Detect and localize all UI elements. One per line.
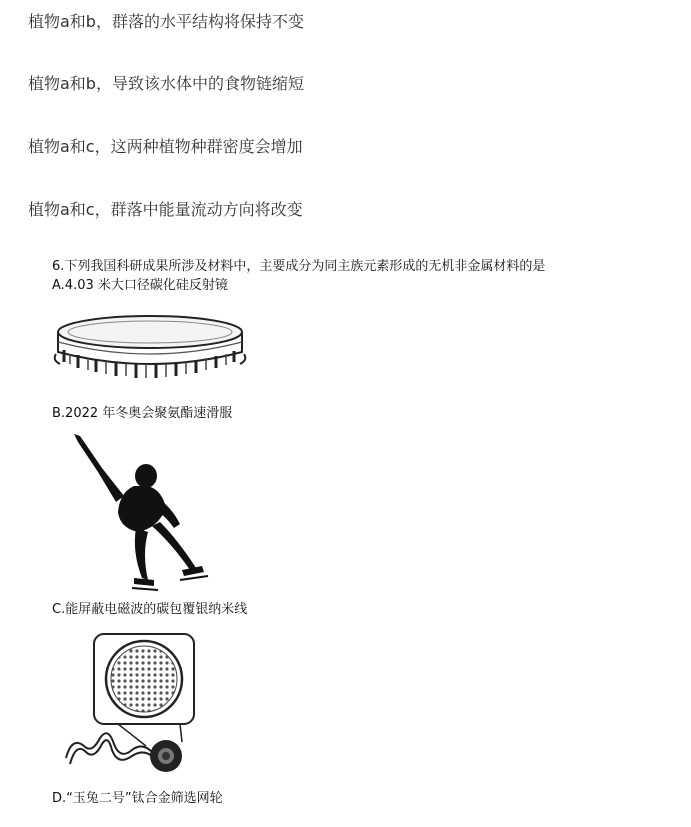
speed-skater-illustration bbox=[62, 428, 212, 598]
question-6-stem: 6.下列我国科研成果所涉及材料中，主要成分为同主族元素形成的无机非金属材料的是 bbox=[52, 259, 546, 274]
option-line-4: 植物a和c，群落中能量流动方向将改变 bbox=[28, 200, 303, 219]
question-6-option-c: C.能屏蔽电磁波的碳包覆银纳米线 bbox=[52, 602, 248, 617]
question-6-option-d: D.“玉兔二号”钛合金筛选网轮 bbox=[52, 791, 223, 806]
question-6-option-b: B.2022 年冬奥会聚氨酯速滑服 bbox=[52, 406, 233, 421]
mirror-illustration bbox=[50, 310, 250, 385]
question-6-option-a: A.4.03 米大口径碳化硅反射镜 bbox=[52, 278, 228, 293]
option-line-3: 植物a和c，这两种植物种群密度会增加 bbox=[28, 137, 303, 156]
nanowire-illustration bbox=[62, 630, 232, 780]
option-line-1: 植物a和b，群落的水平结构将保持不变 bbox=[28, 12, 304, 31]
option-line-2: 植物a和b，导致该水体中的食物链缩短 bbox=[28, 74, 304, 93]
